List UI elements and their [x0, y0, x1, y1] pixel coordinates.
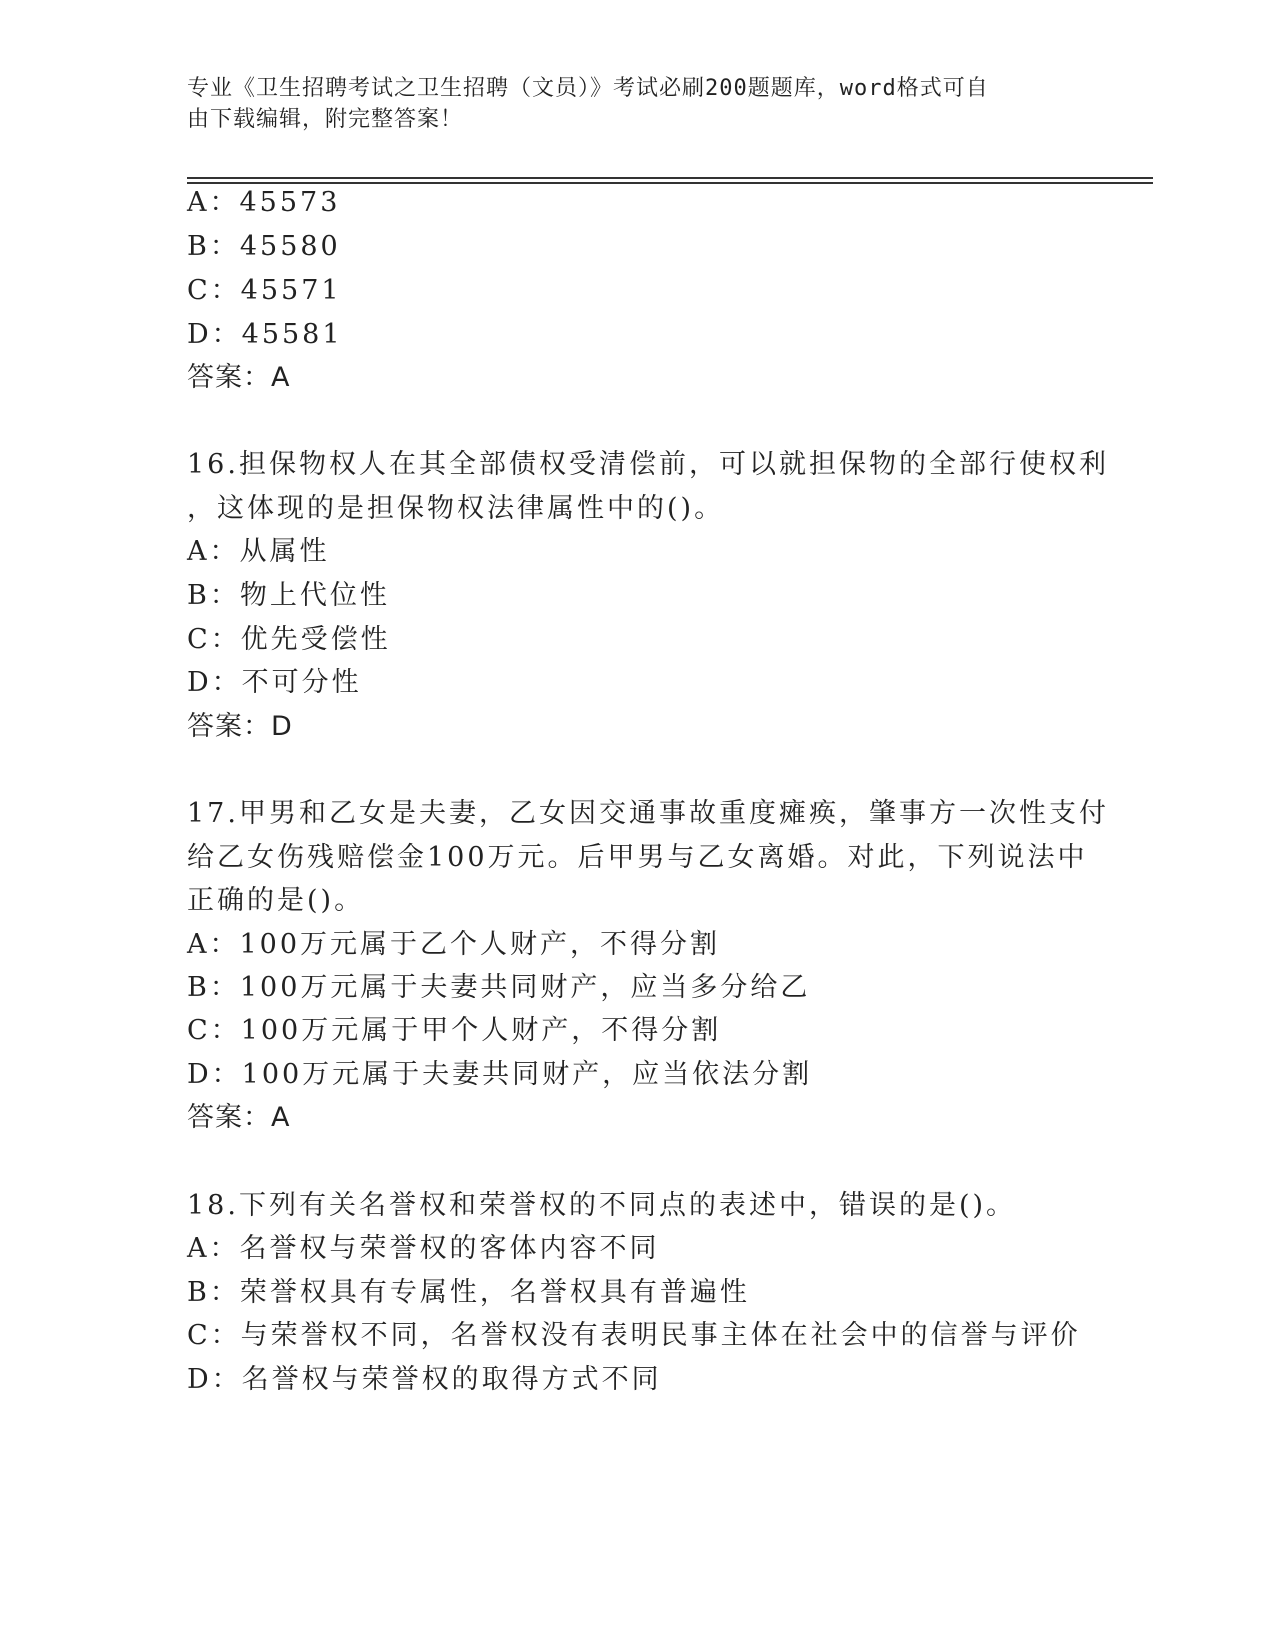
q17-stem-line-1: 17.甲男和乙女是夫妻，乙女因交通事故重度瘫痪，肇事方一次性支付 [187, 798, 1109, 829]
q17-stem-line-2: 给乙女伤残赔偿金100万元。后甲男与乙女离婚。对此，下列说法中 [187, 842, 1088, 873]
q16-option-d: D：不可分性 [187, 667, 362, 698]
header-line-1: 专业《卫生招聘考试之卫生招聘（文员）》考试必刷200题题库，word格式可自 [187, 76, 989, 101]
q15-option-b: B：45580 [187, 231, 341, 262]
q16-option-c: C：优先受偿性 [187, 624, 391, 655]
q15-option-a: A：45573 [187, 187, 341, 218]
q17-option-a: A：100万元属于乙个人财产，不得分割 [187, 929, 721, 960]
q18-option-a: A：名誉权与荣誉权的客体内容不同 [187, 1233, 660, 1264]
q17-option-c: C：100万元属于甲个人财产，不得分割 [187, 1015, 722, 1046]
q18-option-c: C：与荣誉权不同，名誉权没有表明民事主体在社会中的信誉与评价 [187, 1320, 1081, 1351]
q15-answer: 答案：A [187, 362, 291, 393]
q17-option-d: D：100万元属于夫妻共同财产，应当依法分割 [187, 1059, 813, 1090]
q16-answer: 答案：D [187, 711, 293, 742]
q17-option-b: B：100万元属于夫妻共同财产，应当多分给乙 [187, 972, 811, 1003]
q17-stem-line-3: 正确的是()。 [187, 885, 365, 916]
q17-answer: 答案：A [187, 1102, 291, 1133]
header-rule-bottom [187, 182, 1153, 184]
q18-stem-line-1: 18.下列有关名誉权和荣誉权的不同点的表述中，错误的是()。 [187, 1190, 1017, 1221]
document-header [187, 73, 1077, 135]
header-line-2: 由下载编辑，附完整答案！ [187, 107, 464, 132]
q16-stem-line-1: 16.担保物权人在其全部债权受清偿前，可以就担保物的全部行使权利 [187, 449, 1109, 480]
q16-stem-line-2: ，这体现的是担保物权法律属性中的()。 [187, 493, 725, 524]
q18-option-d: D：名誉权与荣誉权的取得方式不同 [187, 1364, 662, 1395]
q15-option-d: D：45581 [187, 319, 343, 350]
q16-option-b: B：物上代位性 [187, 580, 390, 611]
header-rule-top [187, 177, 1153, 179]
q18-option-b: B：荣誉权具有专属性，名誉权具有普遍性 [187, 1277, 750, 1308]
q15-option-c: C：45571 [187, 275, 342, 306]
q16-option-a: A：从属性 [187, 536, 330, 567]
